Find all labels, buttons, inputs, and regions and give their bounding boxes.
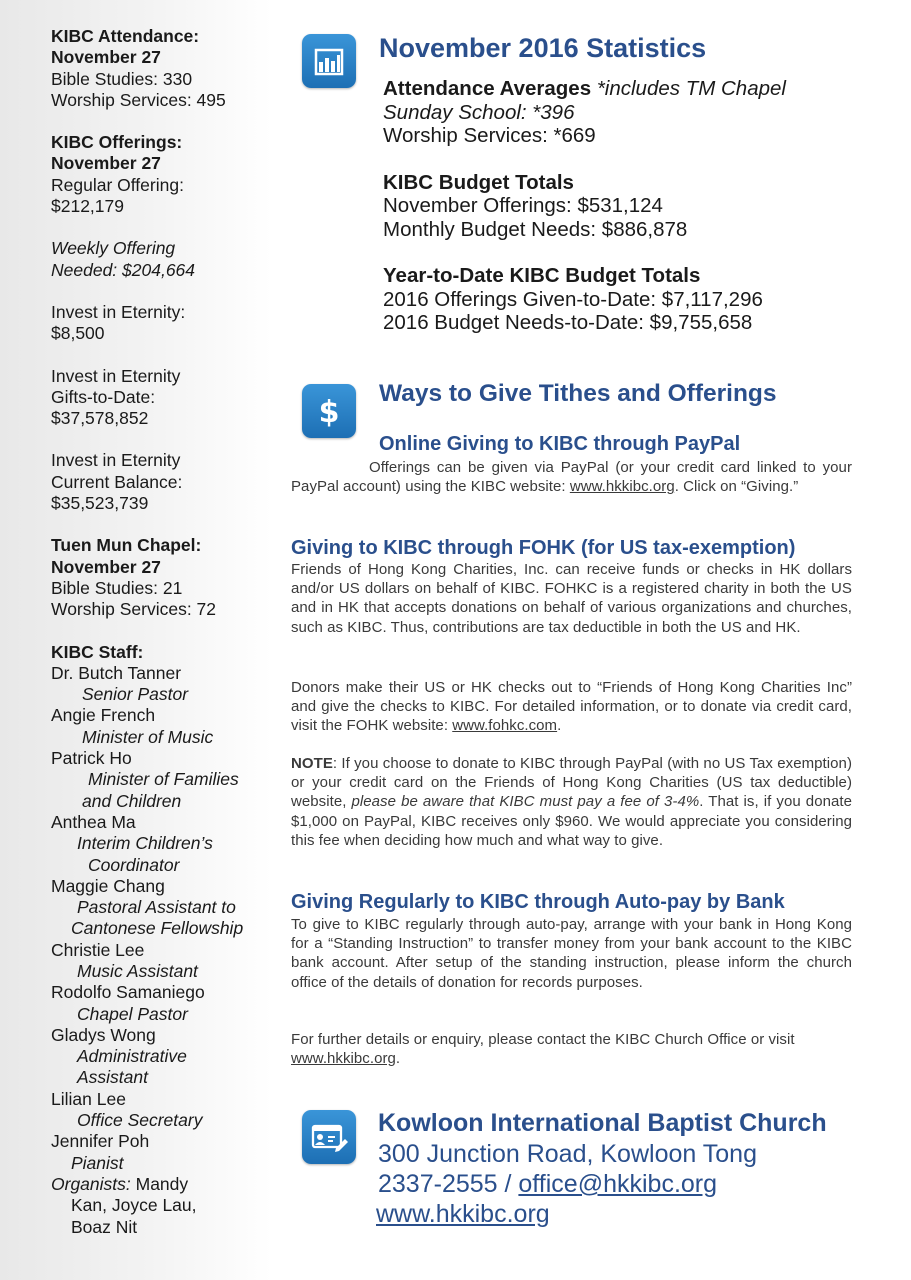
staff-name: Rodolfo Samaniego [51, 982, 205, 1003]
autopay-text: To give to KIBC regularly through auto-pay, arrange with your bank in Hong Kong for a “Standing Instruction” to transfer money from your bank account to the KIBC bank account. After setup of the standing instruction, please inform the church office of the details of donation for records purposes. [291, 916, 852, 991]
attendance-note: *includes TM Chapel [591, 77, 786, 100]
staff-name: Gladys Wong [51, 1024, 156, 1045]
ytd-given-stat: 2016 Offerings Given-to-Date: $7,117,296 [383, 287, 763, 311]
invest-gifts-value: $37,578,852 [51, 408, 149, 429]
ytd-needs-stat: 2016 Budget Needs-to-Date: $9,755,658 [383, 311, 753, 334]
organists-line3: Boaz Nit [71, 1216, 138, 1237]
weekly-offering-label: Weekly Offering [51, 238, 176, 259]
regular-offering-value: $212,179 [51, 196, 124, 217]
staff-role: Chapel Pastor [77, 1003, 188, 1024]
chapel-block [51, 535, 271, 620]
note-label: NOTE [291, 755, 333, 772]
staff-role: Interim Children’s [77, 833, 213, 854]
staff-role: Office Secretary [77, 1110, 203, 1131]
note-paragraph [291, 754, 852, 850]
church-phone: 2337-2555 / [378, 1170, 519, 1198]
invest-label: Invest in Eternity: [51, 301, 186, 322]
attendance-averages-heading: Attendance Averages [383, 77, 592, 100]
staff-name: Angie French [51, 705, 156, 726]
nov-offerings-stat: November Offerings: $531,124 [383, 194, 663, 217]
staff-heading: KIBC Staff: [51, 641, 144, 662]
paypal-paragraph [291, 458, 852, 496]
organists-names: Mandy [130, 1173, 189, 1194]
invest-balance-line1: Invest in Eternity [51, 450, 181, 471]
attendance-block [51, 26, 271, 111]
church-website-line [376, 1199, 898, 1229]
staff-role: Coordinator [88, 854, 180, 875]
staff-role: Administrative [77, 1046, 187, 1067]
further-text: For further details or enquiry, please contact the KIBC Church Office or visit [291, 1031, 795, 1048]
invest-gifts-line1: Invest in Eternity [51, 365, 181, 386]
offerings-heading: KIBC Offerings: [51, 132, 183, 153]
invest-gifts-block [51, 366, 271, 430]
contact-block [378, 1108, 898, 1229]
stats-content [383, 77, 883, 335]
fohk-website-link[interactable]: www.fohkc.com [452, 717, 558, 735]
chapel-bible: Bible Studies: 21 [51, 577, 183, 598]
weekly-offering-value: Needed: $204,664 [51, 259, 196, 280]
sunday-school-stat: Sunday School: *396 [383, 100, 575, 124]
organists-line2: Kan, Joyce Lau, [71, 1195, 197, 1216]
paypal-heading: Online Giving to KIBC through PayPal [379, 433, 741, 455]
staff-role: Minister of Music [82, 726, 214, 747]
staff-role: Music Assistant [77, 960, 198, 981]
dollar-icon [302, 384, 356, 438]
chapel-date: November 27 [51, 556, 161, 577]
invest-balance-value: $35,523,739 [51, 493, 149, 514]
offerings-block [51, 132, 271, 217]
staff-role: Pastoral Assistant to [77, 897, 236, 918]
staff-name: Lilian Lee [51, 1088, 126, 1109]
invest-gifts-line2: Gifts-to-Date: [51, 386, 156, 407]
organists-line1 [51, 1174, 271, 1195]
invest-balance-block [51, 450, 271, 514]
staff-role: Cantonese Fellowship [71, 918, 244, 939]
weekly-needed-block [51, 238, 271, 281]
give-title: Ways to Give Tithes and Offerings [379, 380, 777, 407]
note-fee-warning: please be aware that KIBC must pay a fee of 3-4% [351, 793, 700, 811]
staff-name: Christie Lee [51, 939, 145, 960]
regular-offering-label: Regular Offering: [51, 174, 184, 195]
contact-card-icon [302, 1110, 356, 1164]
attendance-worship: Worship Services: 495 [51, 89, 226, 110]
autopay-paragraph [291, 915, 852, 992]
paypal-text-end: . Click on “Giving.” [674, 478, 799, 496]
invest-balance-line2: Current Balance: [51, 471, 183, 492]
paypal-text: Offerings can be given via PayPal (or your credit card linked to your PayPal account) using the KIBC website: [291, 459, 852, 496]
fohk-paragraph [291, 560, 852, 637]
note-text-end: . That is, if you donate $1,000 on PayPal, KIBC receives only $960. We would appreciate you considering this fee when deciding how much and what way to give. [291, 793, 852, 849]
staff-role: and Children [82, 790, 182, 811]
ytd-heading: Year-to-Date KIBC Budget Totals [383, 264, 701, 287]
church-email-link[interactable]: office@hkkibc.org [518, 1170, 718, 1198]
attendance-bible: Bible Studies: 330 [51, 68, 193, 89]
attendance-heading: KIBC Attendance: [51, 26, 200, 46]
donors-text: Donors make their US or HK checks out to “Friends of Hong Kong Charities Inc” and give the checks to KIBC. For detailed information, or to donate via credit card, visit the FOHK website: [291, 679, 852, 735]
church-name: Kowloon International Baptist Church [378, 1109, 827, 1137]
further-text-end: . [395, 1050, 401, 1068]
church-address: 300 Junction Road, Kowloon Tong [378, 1140, 757, 1168]
svg-text:$: $ [318, 395, 340, 430]
autopay-heading: Giving Regularly to KIBC through Auto-pay by Bank [291, 891, 785, 913]
staff-block [51, 642, 271, 1238]
donors-paragraph [291, 678, 852, 736]
further-paragraph [291, 1030, 852, 1068]
sidebar-content [51, 26, 271, 1238]
fohk-text: Friends of Hong Kong Charities, Inc. can receive funds or checks in HK dollars and/or US dollars on behalf of KIBC. FOHKC is a registered charity in both the US and in HK that accepts donations on behalf of various organizations and churches, such as KIBC. Thus, contributions are tax deductible in both the US and HK. [291, 561, 852, 636]
monthly-needs-stat: Monthly Budget Needs: $886,878 [383, 217, 688, 241]
note-text: : If you choose to donate to KIBC through PayPal (with no US Tax exemption) or your credit card on the Friends of Hong Kong Charities (US tax deductible) website, [291, 755, 852, 811]
bar-chart-icon [302, 34, 356, 88]
staff-role: Senior Pastor [82, 684, 189, 705]
organists-label: Organists: [51, 1173, 131, 1194]
budget-heading: KIBC Budget Totals [383, 170, 574, 194]
staff-name: Maggie Chang [51, 875, 165, 896]
fohk-heading: Giving to KIBC through FOHK (for US tax-exemption) [291, 537, 796, 559]
church-phone-email [378, 1169, 898, 1199]
church-website-link[interactable]: www.hkkibc.org [376, 1200, 550, 1228]
invest-block [51, 302, 271, 345]
staff-name: Jennifer Poh [51, 1131, 150, 1152]
worship-stat: Worship Services: *669 [383, 124, 596, 147]
staff-role: Assistant [77, 1067, 148, 1088]
attendance-date: November 27 [51, 47, 161, 68]
kibc-website-link[interactable]: www.hkkibc.org [291, 1050, 396, 1068]
offerings-date: November 27 [51, 153, 161, 174]
chapel-heading: Tuen Mun Chapel: [51, 535, 202, 556]
chapel-worship: Worship Services: 72 [51, 599, 217, 620]
staff-name: Anthea Ma [51, 811, 136, 832]
staff-name: Dr. Butch Tanner [51, 662, 182, 683]
staff-role: Minister of Families [88, 769, 239, 790]
staff-role: Pianist [71, 1152, 124, 1173]
paypal-website-link[interactable]: www.hkkibc.org [569, 478, 675, 496]
stats-title: November 2016 Statistics [379, 33, 707, 63]
donors-text-end: . [557, 717, 562, 735]
invest-value: $8,500 [51, 323, 105, 344]
staff-name: Patrick Ho [51, 748, 132, 769]
